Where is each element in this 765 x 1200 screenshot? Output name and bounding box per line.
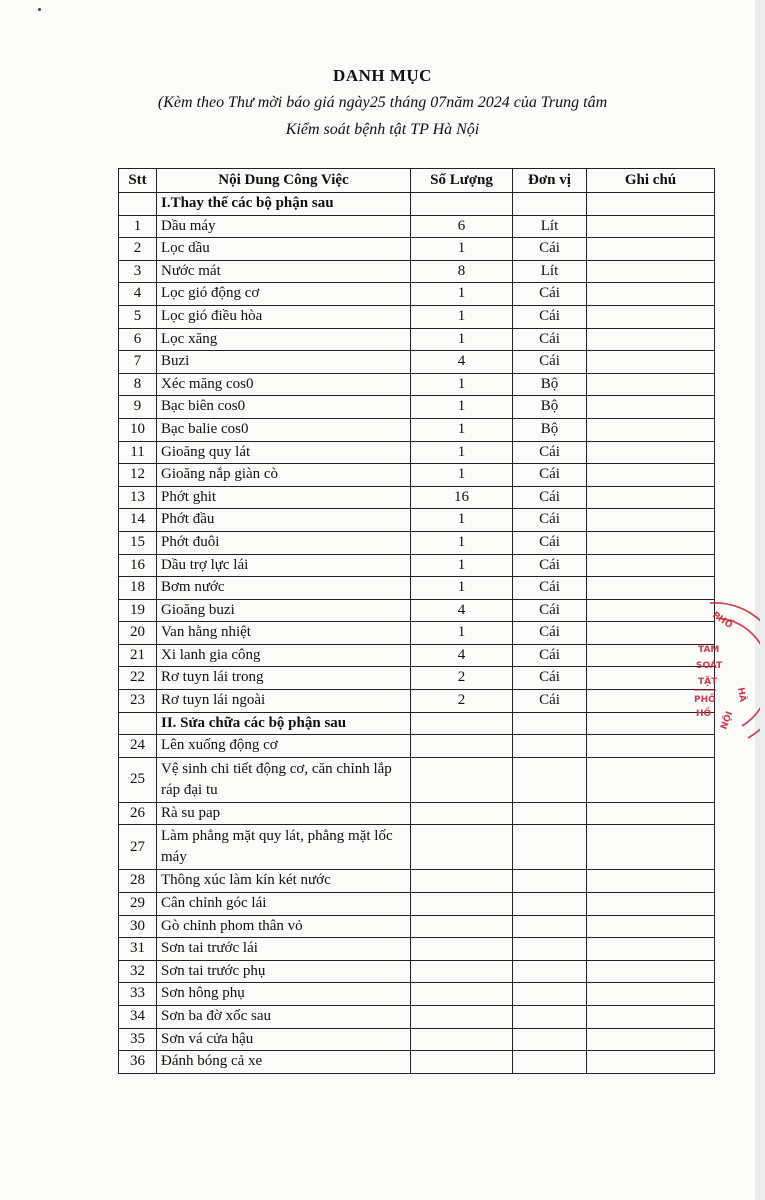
table-row bbox=[119, 396, 715, 419]
cell-note bbox=[587, 893, 715, 916]
cell-note bbox=[587, 757, 715, 802]
cell-stt: 1 bbox=[119, 215, 157, 238]
cell-task: Đánh bóng cả xe bbox=[157, 1051, 411, 1074]
cell-note bbox=[587, 509, 715, 532]
cell-task: Sơn vá cửa hậu bbox=[157, 1028, 411, 1051]
cell-unit bbox=[513, 825, 587, 870]
cell-qty: 1 bbox=[411, 328, 513, 351]
cell-unit bbox=[513, 870, 587, 893]
cell-unit: Cái bbox=[513, 577, 587, 600]
cell-task: Phớt đuôi bbox=[157, 531, 411, 554]
cell-stt: 12 bbox=[119, 464, 157, 487]
cell-qty bbox=[411, 825, 513, 870]
table-row bbox=[119, 305, 715, 328]
table-row bbox=[119, 328, 715, 351]
cell-note bbox=[587, 802, 715, 825]
cell-qty: 1 bbox=[411, 283, 513, 306]
cell-unit: Cái bbox=[513, 690, 587, 713]
cell-task: Cân chỉnh góc lái bbox=[157, 893, 411, 916]
cell-stt: 29 bbox=[119, 893, 157, 916]
cell-qty bbox=[411, 1028, 513, 1051]
table-row bbox=[119, 577, 715, 600]
cell-note bbox=[587, 1051, 715, 1074]
cell-unit bbox=[513, 915, 587, 938]
cell-stt: 11 bbox=[119, 441, 157, 464]
cell-qty bbox=[411, 893, 513, 916]
cell-qty: 1 bbox=[411, 441, 513, 464]
cell-task: Rà su pap bbox=[157, 802, 411, 825]
cell-task: Xéc măng cos0 bbox=[157, 373, 411, 396]
cell-qty: 1 bbox=[411, 305, 513, 328]
table-row bbox=[119, 486, 715, 509]
items-table bbox=[118, 168, 715, 1074]
cell-note bbox=[587, 373, 715, 396]
cell-unit bbox=[513, 193, 587, 216]
cell-qty bbox=[411, 712, 513, 735]
cell-task: Lọc dầu bbox=[157, 238, 411, 261]
cell-stt: 24 bbox=[119, 735, 157, 758]
cell-unit: Lít bbox=[513, 215, 587, 238]
cell-task: Van hằng nhiệt bbox=[157, 622, 411, 645]
cell-task: Buzi bbox=[157, 351, 411, 374]
cell-unit: Cái bbox=[513, 531, 587, 554]
cell-stt: 30 bbox=[119, 915, 157, 938]
cell-qty: 1 bbox=[411, 464, 513, 487]
table-row bbox=[119, 373, 715, 396]
svg-text:HÀ: HÀ bbox=[735, 686, 748, 703]
cell-note bbox=[587, 351, 715, 374]
cell-qty: 1 bbox=[411, 396, 513, 419]
header-qty: Số Lượng bbox=[411, 169, 513, 193]
table-row bbox=[119, 238, 715, 261]
table-row bbox=[119, 870, 715, 893]
cell-qty bbox=[411, 870, 513, 893]
cell-note bbox=[587, 938, 715, 961]
cell-qty: 4 bbox=[411, 644, 513, 667]
cell-stt: 28 bbox=[119, 870, 157, 893]
table-row bbox=[119, 1051, 715, 1074]
cell-qty: 1 bbox=[411, 531, 513, 554]
cell-unit: Cái bbox=[513, 509, 587, 532]
cell-note bbox=[587, 193, 715, 216]
cell-qty bbox=[411, 915, 513, 938]
table-row bbox=[119, 735, 715, 758]
cell-unit: Bộ bbox=[513, 418, 587, 441]
cell-note bbox=[587, 441, 715, 464]
cell-qty bbox=[411, 735, 513, 758]
svg-text:TÂM: TÂM bbox=[698, 645, 720, 655]
cell-unit: Cái bbox=[513, 622, 587, 645]
cell-stt: 19 bbox=[119, 599, 157, 622]
cell-task: Rơ tuyn lái trong bbox=[157, 667, 411, 690]
cell-note bbox=[587, 396, 715, 419]
cell-unit bbox=[513, 735, 587, 758]
cell-unit: Cái bbox=[513, 238, 587, 261]
cell-task: Gò chỉnh phom thân vỏ bbox=[157, 915, 411, 938]
table-row bbox=[119, 644, 715, 667]
svg-text:PHỐ: PHỐ bbox=[710, 610, 734, 631]
cell-note bbox=[587, 870, 715, 893]
cell-unit: Cái bbox=[513, 644, 587, 667]
cell-unit bbox=[513, 712, 587, 735]
cell-stt: 16 bbox=[119, 554, 157, 577]
cell-unit bbox=[513, 802, 587, 825]
cell-task: Lọc gió động cơ bbox=[157, 283, 411, 306]
cell-stt: 13 bbox=[119, 486, 157, 509]
cell-stt: 31 bbox=[119, 938, 157, 961]
table-row bbox=[119, 283, 715, 306]
cell-note bbox=[587, 915, 715, 938]
cell-unit: Cái bbox=[513, 464, 587, 487]
cell-task: Phớt đầu bbox=[157, 509, 411, 532]
cell-unit: Cái bbox=[513, 554, 587, 577]
table-row bbox=[119, 938, 715, 961]
cell-qty: 1 bbox=[411, 509, 513, 532]
table-row bbox=[119, 554, 715, 577]
table-row bbox=[119, 757, 715, 802]
cell-stt: 7 bbox=[119, 351, 157, 374]
table-row bbox=[119, 531, 715, 554]
table-row bbox=[119, 802, 715, 825]
cell-task: Làm phẳng mặt quy lát, phẳng mặt lốc máy bbox=[157, 825, 411, 870]
table-row bbox=[119, 825, 715, 870]
cell-task: Gioăng quy lát bbox=[157, 441, 411, 464]
cell-stt: 10 bbox=[119, 418, 157, 441]
table-row bbox=[119, 351, 715, 374]
cell-stt: 14 bbox=[119, 509, 157, 532]
cell-note bbox=[587, 577, 715, 600]
cell-stt: 18 bbox=[119, 577, 157, 600]
cell-task: Lọc gió điều hòa bbox=[157, 305, 411, 328]
table-row bbox=[119, 667, 715, 690]
table-row bbox=[119, 418, 715, 441]
table-row bbox=[119, 622, 715, 645]
cell-stt: 25 bbox=[119, 757, 157, 802]
cell-unit: Cái bbox=[513, 305, 587, 328]
cell-note bbox=[587, 531, 715, 554]
cell-qty bbox=[411, 193, 513, 216]
header-note: Ghi chú bbox=[587, 169, 715, 193]
cell-stt: 22 bbox=[119, 667, 157, 690]
cell-stt: 8 bbox=[119, 373, 157, 396]
table-row bbox=[119, 915, 715, 938]
cell-note bbox=[587, 238, 715, 261]
cell-task: Sơn tai trước lái bbox=[157, 938, 411, 961]
header-stt: Stt bbox=[119, 169, 157, 193]
cell-task: Thông xúc làm kín két nước bbox=[157, 870, 411, 893]
cell-unit bbox=[513, 938, 587, 961]
table-row bbox=[119, 690, 715, 713]
cell-stt: 5 bbox=[119, 305, 157, 328]
cell-task: Sơn hông phụ bbox=[157, 983, 411, 1006]
cell-stt: 32 bbox=[119, 960, 157, 983]
cell-task: Sơn ba đờ xốc sau bbox=[157, 1006, 411, 1029]
cell-qty: 2 bbox=[411, 667, 513, 690]
cell-stt: 27 bbox=[119, 825, 157, 870]
cell-unit bbox=[513, 1028, 587, 1051]
cell-unit: Cái bbox=[513, 441, 587, 464]
cell-stt: 6 bbox=[119, 328, 157, 351]
svg-text:TẬT: TẬT bbox=[698, 677, 718, 687]
cell-note bbox=[587, 983, 715, 1006]
section-row-replace bbox=[119, 193, 715, 216]
cell-unit: Cái bbox=[513, 667, 587, 690]
cell-task: Lên xuống động cơ bbox=[157, 735, 411, 758]
cell-note bbox=[587, 283, 715, 306]
table-body bbox=[119, 193, 715, 1074]
cell-task: Bạc balie cos0 bbox=[157, 418, 411, 441]
cell-note bbox=[587, 328, 715, 351]
cell-qty: 8 bbox=[411, 260, 513, 283]
cell-qty: 1 bbox=[411, 373, 513, 396]
cell-unit: Bộ bbox=[513, 373, 587, 396]
cell-qty: 1 bbox=[411, 622, 513, 645]
red-stamp bbox=[668, 598, 760, 748]
cell-task: Phớt ghit bbox=[157, 486, 411, 509]
section-title: II. Sửa chữa các bộ phận sau bbox=[157, 712, 411, 735]
cell-task: Nước mát bbox=[157, 260, 411, 283]
table-row bbox=[119, 893, 715, 916]
cell-qty: 1 bbox=[411, 554, 513, 577]
table-row bbox=[119, 441, 715, 464]
cell-stt: 20 bbox=[119, 622, 157, 645]
cell-qty: 1 bbox=[411, 418, 513, 441]
table-row bbox=[119, 215, 715, 238]
cell-task: Xi lanh gia công bbox=[157, 644, 411, 667]
cell-stt: 23 bbox=[119, 690, 157, 713]
cell-qty bbox=[411, 938, 513, 961]
cell-stt bbox=[119, 193, 157, 216]
cell-note bbox=[587, 1006, 715, 1029]
cell-stt: 36 bbox=[119, 1051, 157, 1074]
table-row bbox=[119, 599, 715, 622]
cell-unit bbox=[513, 893, 587, 916]
cell-task: Bạc biên cos0 bbox=[157, 396, 411, 419]
cell-stt: 4 bbox=[119, 283, 157, 306]
svg-text:SOÁT: SOÁT bbox=[696, 661, 723, 671]
cell-unit: Cái bbox=[513, 283, 587, 306]
cell-task: Gioăng nắp giàn cò bbox=[157, 464, 411, 487]
cell-task: Bơm nước bbox=[157, 577, 411, 600]
cell-qty: 16 bbox=[411, 486, 513, 509]
cell-unit: Bộ bbox=[513, 396, 587, 419]
cell-note bbox=[587, 1028, 715, 1051]
cell-qty: 6 bbox=[411, 215, 513, 238]
cell-note bbox=[587, 260, 715, 283]
cell-qty bbox=[411, 757, 513, 802]
cell-note bbox=[587, 305, 715, 328]
table-row bbox=[119, 260, 715, 283]
svg-text:PHỐ: PHỐ bbox=[694, 695, 716, 705]
cell-note bbox=[587, 418, 715, 441]
cell-unit: Cái bbox=[513, 599, 587, 622]
header-unit: Đơn vị bbox=[513, 169, 587, 193]
cell-task: Rơ tuyn lái ngoài bbox=[157, 690, 411, 713]
document-subtitle-line1: (Kèm theo Thư mời báo giá ngày25 tháng 07năm 2024 của Trung tâm bbox=[157, 94, 608, 111]
svg-text:NỘI: NỘI bbox=[719, 710, 736, 732]
cell-unit: Cái bbox=[513, 351, 587, 374]
cell-unit: Cái bbox=[513, 328, 587, 351]
speck bbox=[38, 8, 41, 11]
cell-stt: 15 bbox=[119, 531, 157, 554]
table-row bbox=[119, 1006, 715, 1029]
cell-task: Vệ sinh chi tiết động cơ, căn chỉnh lắp ráp đại tu bbox=[157, 757, 411, 802]
cell-qty bbox=[411, 1051, 513, 1074]
cell-stt: 33 bbox=[119, 983, 157, 1006]
cell-unit bbox=[513, 1006, 587, 1029]
cell-qty bbox=[411, 960, 513, 983]
cell-stt: 2 bbox=[119, 238, 157, 261]
cell-qty: 1 bbox=[411, 238, 513, 261]
document-title: DANH MỤC bbox=[333, 66, 432, 85]
cell-task: Gioăng buzi bbox=[157, 599, 411, 622]
cell-stt: 3 bbox=[119, 260, 157, 283]
cell-qty bbox=[411, 983, 513, 1006]
cell-stt: 26 bbox=[119, 802, 157, 825]
cell-unit: Cái bbox=[513, 486, 587, 509]
cell-stt: 35 bbox=[119, 1028, 157, 1051]
cell-qty: 1 bbox=[411, 577, 513, 600]
table-row bbox=[119, 983, 715, 1006]
table-row bbox=[119, 1028, 715, 1051]
cell-stt: 9 bbox=[119, 396, 157, 419]
cell-unit bbox=[513, 983, 587, 1006]
cell-unit bbox=[513, 960, 587, 983]
cell-task: Dầu máy bbox=[157, 215, 411, 238]
cell-unit: Lít bbox=[513, 260, 587, 283]
cell-note bbox=[587, 464, 715, 487]
cell-qty bbox=[411, 802, 513, 825]
cell-stt bbox=[119, 712, 157, 735]
section-title: I.Thay thế các bộ phận sau bbox=[157, 193, 411, 216]
svg-text:HỒ: HỒ bbox=[696, 709, 712, 719]
cell-note bbox=[587, 960, 715, 983]
cell-task: Dầu trợ lực lái bbox=[157, 554, 411, 577]
table-row bbox=[119, 960, 715, 983]
cell-unit bbox=[513, 1051, 587, 1074]
section-row-repair bbox=[119, 712, 715, 735]
document-subtitle-line2: Kiểm soát bệnh tật TP Hà Nội bbox=[285, 121, 480, 138]
cell-stt: 34 bbox=[119, 1006, 157, 1029]
cell-note bbox=[587, 554, 715, 577]
table-header-row bbox=[119, 169, 715, 193]
cell-note bbox=[587, 215, 715, 238]
table-row bbox=[119, 509, 715, 532]
cell-qty bbox=[411, 1006, 513, 1029]
cell-unit bbox=[513, 757, 587, 802]
cell-note bbox=[587, 486, 715, 509]
cell-task: Lọc xăng bbox=[157, 328, 411, 351]
header-task: Nội Dung Công Việc bbox=[157, 169, 411, 193]
cell-note bbox=[587, 825, 715, 870]
cell-qty: 2 bbox=[411, 690, 513, 713]
cell-task: Sơn tai trước phụ bbox=[157, 960, 411, 983]
table-row bbox=[119, 464, 715, 487]
cell-qty: 4 bbox=[411, 351, 513, 374]
cell-stt: 21 bbox=[119, 644, 157, 667]
cell-qty: 4 bbox=[411, 599, 513, 622]
